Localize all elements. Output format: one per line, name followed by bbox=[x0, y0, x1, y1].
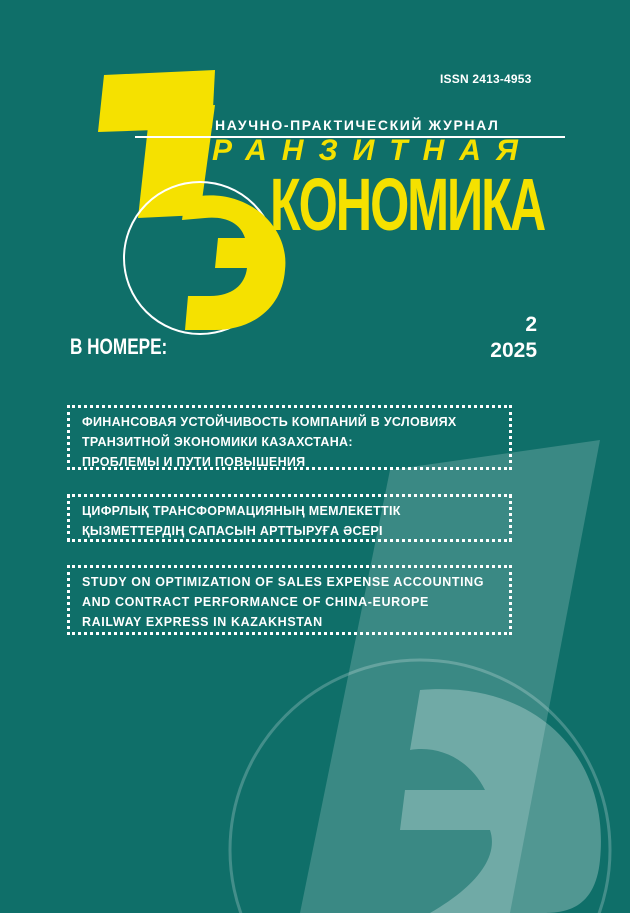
article-line: AND CONTRACT PERFORMANCE OF CHINA-EUROPE bbox=[82, 595, 429, 609]
article-box-2 bbox=[67, 494, 512, 542]
article-line: ТРАНЗИТНОЙ ЭКОНОМИКИ КАЗАХСТАНА: bbox=[82, 435, 353, 449]
issue-year: 2025 bbox=[490, 339, 537, 362]
journal-subtitle: НАУЧНО-ПРАКТИЧЕСКИЙ ЖУРНАЛ bbox=[215, 117, 500, 133]
article-line: RAILWAY EXPRESS IN KAZAKHSTAN bbox=[82, 615, 323, 629]
article-line: ЦИФРЛЫҚ ТРАНСФОРМАЦИЯНЫҢ МЕМЛЕКЕТТІК bbox=[82, 504, 401, 518]
article-line: ПРОБЛЕМЫ И ПУТИ ПОВЫШЕНИЯ bbox=[82, 455, 306, 469]
article-line: STUDY ON OPTIMIZATION OF SALES EXPENSE ACCOUNTING bbox=[82, 575, 485, 589]
article-line: ФИНАНСОВАЯ УСТОЙЧИВОСТЬ КОМПАНИЙ В УСЛОВИЯХ bbox=[82, 415, 457, 429]
article-line: ҚЫЗМЕТТЕРДІҢ САПАСЫН АРТТЫРУҒА ӘСЕРІ bbox=[82, 524, 383, 538]
in-issue-label: В НОМЕРЕ: bbox=[70, 334, 168, 359]
article-box-3 bbox=[67, 565, 512, 635]
issue-number bbox=[490, 312, 537, 364]
journal-word-transit: РАНЗИТНАЯ bbox=[212, 134, 533, 167]
issue-number-value: 2 bbox=[525, 313, 537, 336]
journal-word-economy: КОНОМИКА bbox=[270, 163, 545, 246]
issn-number: ISSN 2413-4953 bbox=[440, 72, 532, 86]
article-box-1 bbox=[67, 405, 512, 470]
